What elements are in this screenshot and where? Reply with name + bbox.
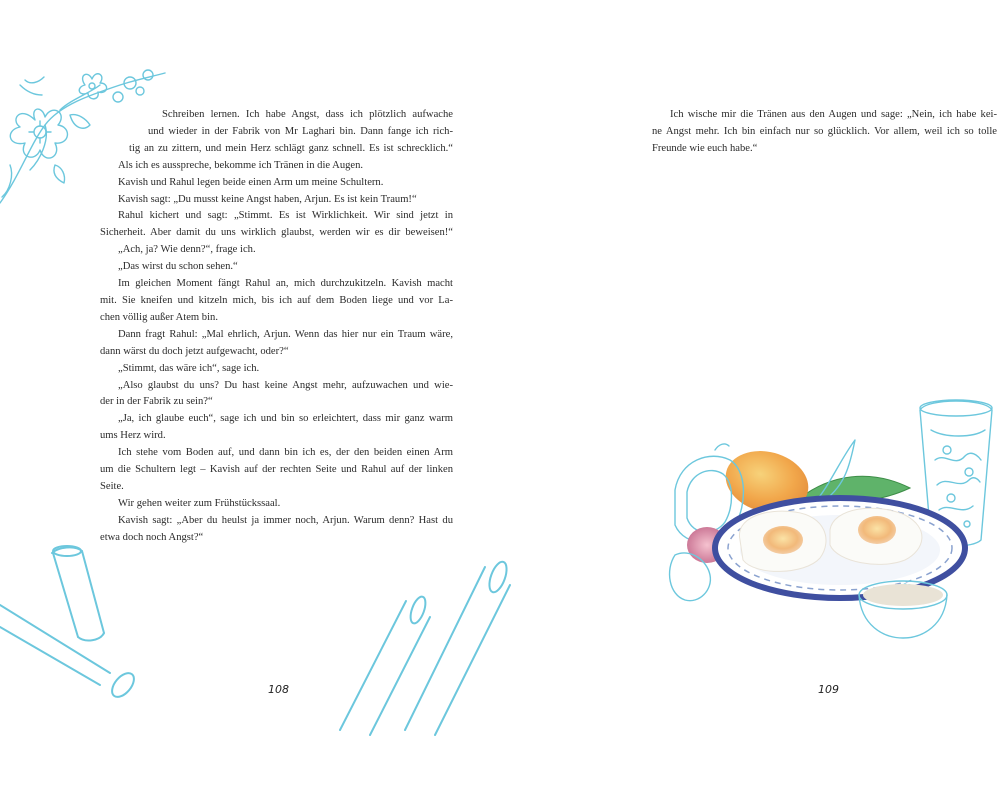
text-line: ums Herz wird. [100, 430, 166, 442]
text-line: dann wärst du doch jetzt aufgewacht, oder?“ [100, 345, 289, 357]
text-line: der in der Fabrik zu sein?“ [100, 396, 213, 408]
text-line: etwa doch noch Angst?“ [100, 531, 204, 543]
page-number: 108 [268, 683, 289, 696]
text-line: um die Schultern legt – Kavish auf der rechten Seite und Rahul auf der linken [100, 464, 453, 476]
scroll-roll-illustration [0, 545, 150, 685]
text-line: Freunde wie euch habe.“ [652, 142, 758, 154]
text-line: Seite. [100, 480, 124, 492]
text-line: „Stimmt, das wäre ich“, sage ich. [118, 362, 260, 374]
page-number: 109 [818, 683, 839, 696]
text-line: Kavish sagt: „Du musst keine Angst haben, Arjun. Es ist kein Traum!“ [118, 193, 417, 205]
text-line: chen völlig außer Atem bin. [100, 311, 218, 323]
breakfast-illustration [655, 390, 1000, 650]
text-line: Schreiben lernen. Ich habe Angst, dass ich plötzlich aufwache [162, 109, 453, 120]
text-line: „Ach, ja? Wie denn?“, frage ich. [118, 244, 256, 256]
text-line: Rahul kichert und sagt: „Stimmt. Es ist Wirklichkeit. Wir sind jetzt in [118, 210, 453, 222]
text-line: und wieder in der Fabrik von Mr Laghari bin. Dann fange ich rich- [148, 125, 453, 137]
left-text-block [100, 107, 453, 547]
right-page [500, 0, 1000, 800]
text-line: „Das wirst du schon sehen.“ [118, 261, 238, 273]
text-line: Wir gehen weiter zum Frühstückssaal. [118, 497, 281, 509]
text-line: Ich stehe vom Boden auf, und dann bin ich es, der den beiden einen Arm [118, 447, 453, 459]
text-line: ne Angst mehr. Ich bin einfach nur so glücklich. Vor allem, weil ich so tolle [652, 125, 997, 137]
right-text-block [652, 107, 997, 158]
text-line: Sicherheit. Aber damit du uns wirklich glaubst, werden wir es dir beweisen!“ [100, 227, 453, 239]
text-line: Ich wische mir die Tränen aus den Augen und sage: „Nein, ich habe kei- [670, 109, 997, 120]
text-line: mit. Sie kneifen und kitzeln mich, bis ich auf dem Boden liege und vor La- [100, 294, 453, 306]
text-line: Als ich es ausspreche, bekomme ich Tränen in die Augen. [118, 159, 364, 171]
text-line: Im gleichen Moment fängt Rahul an, mich durchzukitzeln. Kavish macht [118, 278, 453, 290]
text-line: Dann fragt Rahul: „Mal ehrlich, Arjun. Wenn das hier nur ein Traum wäre, [118, 328, 453, 340]
text-line: tig an zu zittern, und mein Herz schlägt ganz schnell. Es ist schrecklich.“ [129, 142, 453, 154]
text-line: „Also glaubst du uns? Du hast keine Angst mehr, aufzuwachen und wie- [118, 379, 453, 391]
text-line: Kavish sagt: „Aber du heulst ja immer noch, Arjun. Warum denn? Hast du [118, 514, 453, 526]
text-line: „Ja, ich glaube euch“, sage ich und bin so erleichtert, dass mir ganz warm [118, 413, 453, 425]
text-line: Kavish und Rahul legen beide einen Arm um meine Schultern. [118, 176, 384, 188]
